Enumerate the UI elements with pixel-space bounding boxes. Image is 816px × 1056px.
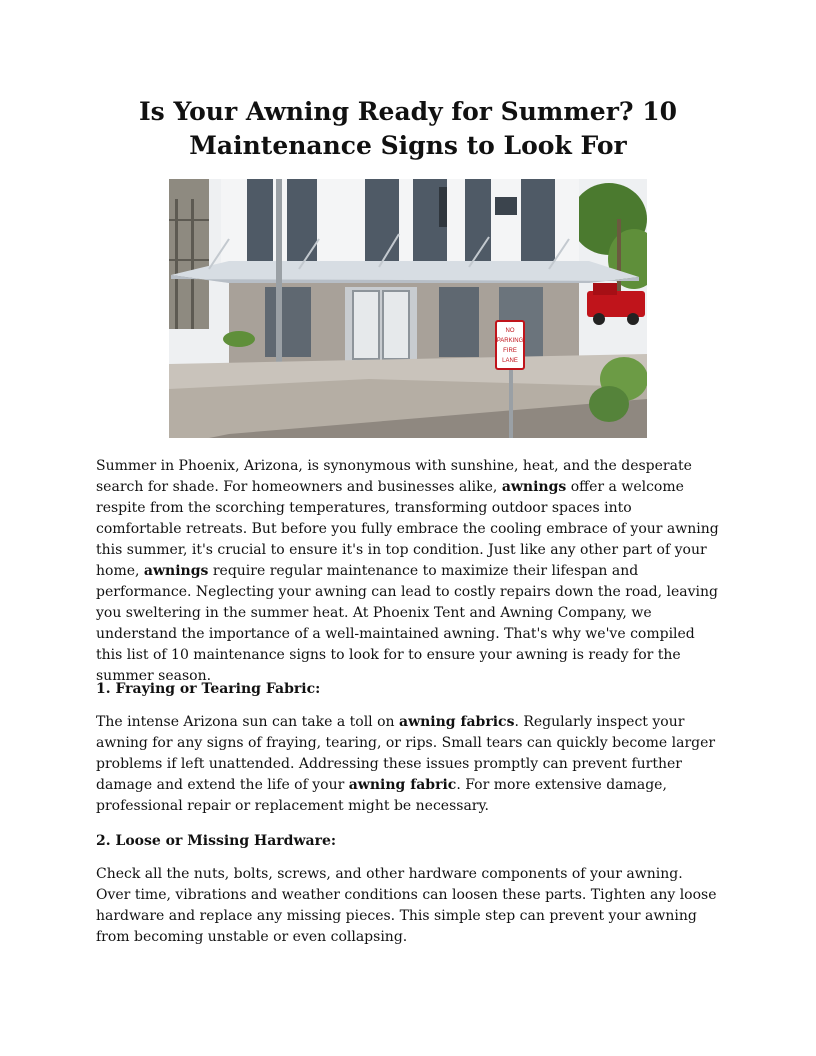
keyword-awning-fabrics: awning fabrics [399, 714, 515, 730]
sign-text-line: NO [505, 328, 515, 334]
section-heading-1: 1. Fraying or Tearing Fabric: [96, 681, 321, 697]
section-paragraph-2: Check all the nuts, bolts, screws, and other hardware components of your awning. Over time, vibrations and weather conditions can loosen these parts. Tighten any loose hardware and replace any missing pieces. This simple step can prevent your awning from becoming unstable or even collapsing. [96, 866, 717, 945]
page-title: Is Your Awning Ready for Summer? 10 Maintenance Signs to Look For [138, 97, 678, 160]
sign-text-line: LANE [502, 358, 518, 364]
keyword-awning-fabric: awning fabric [348, 777, 457, 793]
sign-text-line: PARKING [496, 338, 524, 344]
intro-paragraph: Summer in Phoenix, Arizona, is synonymous with sunshine, heat, and the desperate search for shade. For homeowners and businesses alike, awnings offer a welcome respite from the scorching temperatures, transforming outdoor spaces into comfortable retreats. But before you fully embrace the cooling embrace of your awning this summer, it's crucial to ensure it's in top condition. Just like any other part of your home, awnings require regular maintenance to maximize their lifespan and performance. Neglecting your awning can lead to costly repairs down the road, leaving you sweltering in the summer heat. At Phoenix Tent and Awning Company, we understand the importance of a well-maintained awning. That's why we've compiled this list of 10 maintenance signs to look for to ensure your awning is ready for the summer season. [96, 458, 719, 684]
keyword-awnings: awnings [143, 563, 209, 579]
storefront-awning-photo [169, 179, 647, 438]
sign-text-line: FIRE [503, 348, 517, 354]
section-heading-2: 2. Loose or Missing Hardware: [96, 833, 337, 849]
keyword-awnings: awnings [501, 479, 567, 495]
section-paragraph-1: The intense Arizona sun can take a toll on awning fabrics. Regularly inspect your awning for any signs of fraying, tearing, or rips. Small tears can quickly become larger problems if left unattended. Addressing these issues promptly can prevent further damage and extend the life of your awning fabric. For more extensive damage, professional repair or replacement might be necessary. [96, 714, 716, 814]
